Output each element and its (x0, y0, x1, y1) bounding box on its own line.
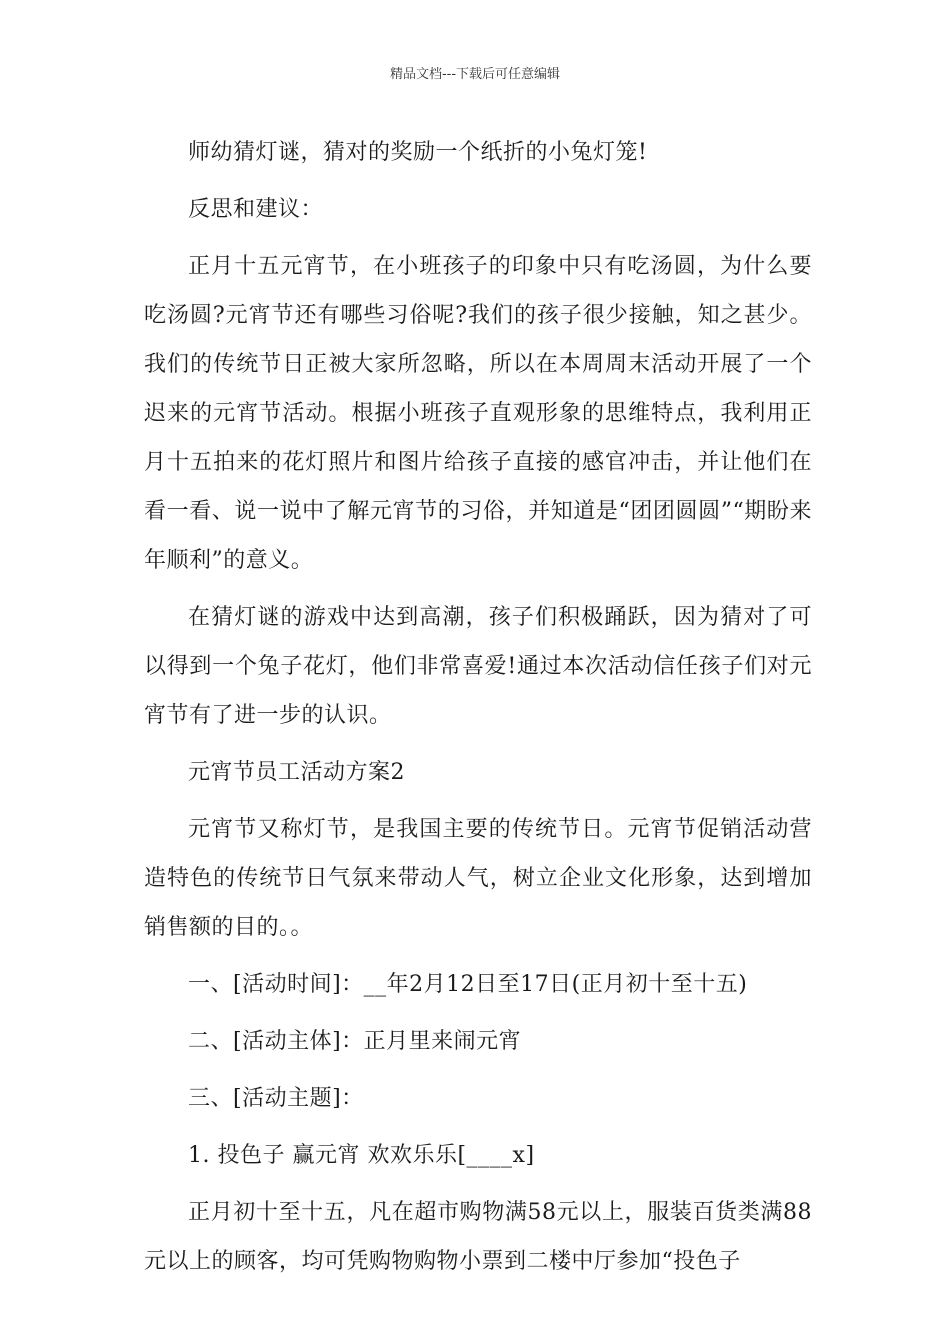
paragraph-reflection-body: 正月十五元宵节，在小班孩子的印象中只有吃汤圆，为什么要吃汤圆?元宵节还有哪些习俗呢?我们的孩子很少接触，知之甚少。我们的传统节日正被大家所忽略，所以在本周周末活动开展了一个迟来的元宵节活动。根据小班孩子直观形象的思维特点，我利用正月十五拍来的花灯照片和图片给孩子直接的感官冲击，并让他们在看一看、说一说中了解元宵节的习俗，并知道是“团团圆圆”“期盼来年顺利”的意义。 (144, 254, 812, 573)
item-activity-theme: 三、[活动主题]： (188, 1086, 364, 1111)
document-body (144, 128, 812, 1286)
page-header: 精品文档---下载后可任意编辑 (389, 67, 561, 82)
paragraph-lantern-riddle: 师幼猜灯谜，猜对的奖励一个纸折的小兔灯笼! (188, 140, 648, 165)
paragraph-festival-intro: 元宵节又称灯节，是我国主要的传统节日。元宵节促销活动营造特色的传统节日气氛来带动人气，树立企业文化形象，达到增加销售额的目的。。 (144, 817, 812, 940)
paragraph-riddle-game: 在猜灯谜的游戏中达到高潮，孩子们积极踊跃，因为猜对了可以得到一个兔子花灯，他们非常喜爱!通过本次活动信任孩子们对元宵节有了进一步的认识。 (144, 605, 812, 728)
paragraph-dice-rules: 正月初十至十五，凡在超市购物满58元以上，服装百货类满88元以上的顾客，均可凭购物购物小票到二楼中厅参加“投色子 (144, 1200, 812, 1274)
paragraph-reflection-heading: 反思和建议： (188, 197, 324, 222)
item-dice-game: 1. 投色子 赢元宵 欢欢乐乐[____x] (188, 1143, 535, 1168)
item-activity-time: 一、[活动时间]：__年2月12日至17日(正月初十至十五) (188, 972, 748, 997)
section-title-plan-2: 元宵节员工活动方案2 (188, 760, 405, 785)
item-activity-subject: 二、[活动主体]：正月里来闹元宵 (188, 1029, 522, 1054)
